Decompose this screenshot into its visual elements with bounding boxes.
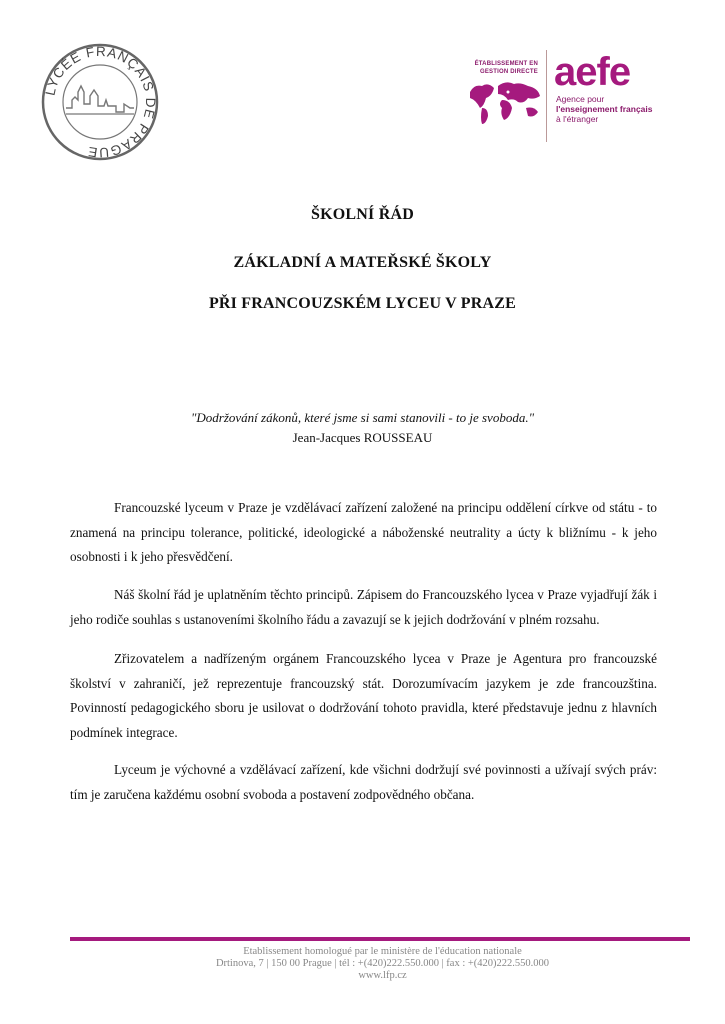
document-title: ŠKOLNÍ ŘÁD [311,206,414,223]
aefe-tag-line-3: à l'étranger [556,114,599,124]
quote-text: "Dodržování zákonů, které jsme si sami stanovili - to je svoboda." [190,410,535,425]
footer-address: Drtinova, 7 | 150 00 Prague | tél : +(420)222.550.000 | fax : +(420)222.550.000 [215,958,550,969]
aefe-tagline [556,94,666,124]
paragraph-2: Náš školní řád je uplatněním těchto principů. Zápisem do Francouzského lycea v Praze vyjadřují žák i jeho rodiče souhlas s ustanoveními školního řádu a zavazují se k jejich dodržování v plném rozsahu. [70,587,657,627]
aefe-tag-line-2: l'enseignement français [556,104,653,114]
paragraph-3: Zřizovatelem a nadřízeným orgánem Francouzského lycea v Praze je Agentura pro francouzské školství v zahraničí, jež reprezentuje francouzský stát. Dorozumívacím jazykem je zde francouzština. Povinností pedagogického sboru je usilovat o dodržování tohoto pravidla, které představuje jednu z hlavních podmínek integrace. [70,651,657,740]
footer-divider [70,937,690,941]
svg-text:LYCÉE FRANÇAIS DE PRAGUE: LYCÉE FRANÇAIS DE PRAGUE [42,43,159,161]
paragraph-4: Lyceum je výchovné a vzdělávací zařízení, kde všichni dodržují své povinnosti a užívají svých práv: tím je zaručena každému osobní svoboda a postavení zodpovědného občana. [70,762,657,802]
aefe-status-label: ÉTABLISSEMENT EN GESTION DIRECTE [474,61,538,75]
footer-homologation: Etablissement homologué par le ministère de l'éducation nationale [243,946,522,957]
document-subtitle-2: PŘI FRANCOUZSKÉM LYCEU V PRAZE [208,295,517,312]
quote-author: Jean-Jacques ROUSSEAU [292,430,433,445]
aefe-brand-name: aefe [554,50,631,94]
aefe-tag-line-1: Agence pour [556,94,605,104]
footer-website: www.lfp.cz [358,970,407,981]
lycee-seal-logo [40,42,160,162]
logo-divider [546,50,547,142]
aefe-logo [462,50,662,140]
document-subtitle-1: ZÁKLADNÍ A MATEŘSKÉ ŠKOLY [233,254,492,271]
world-map-icon [468,78,542,126]
paragraph-1: Francouzské lyceum v Praze je vzdělávací zařízení založené na principu oddělení církve od státu - to znamená na principu tolerance, politické, ideologické a náboženské neutrality a úcty k bližnímu - k jeho osobnosti i k jeho přesvědčení. [70,500,657,564]
